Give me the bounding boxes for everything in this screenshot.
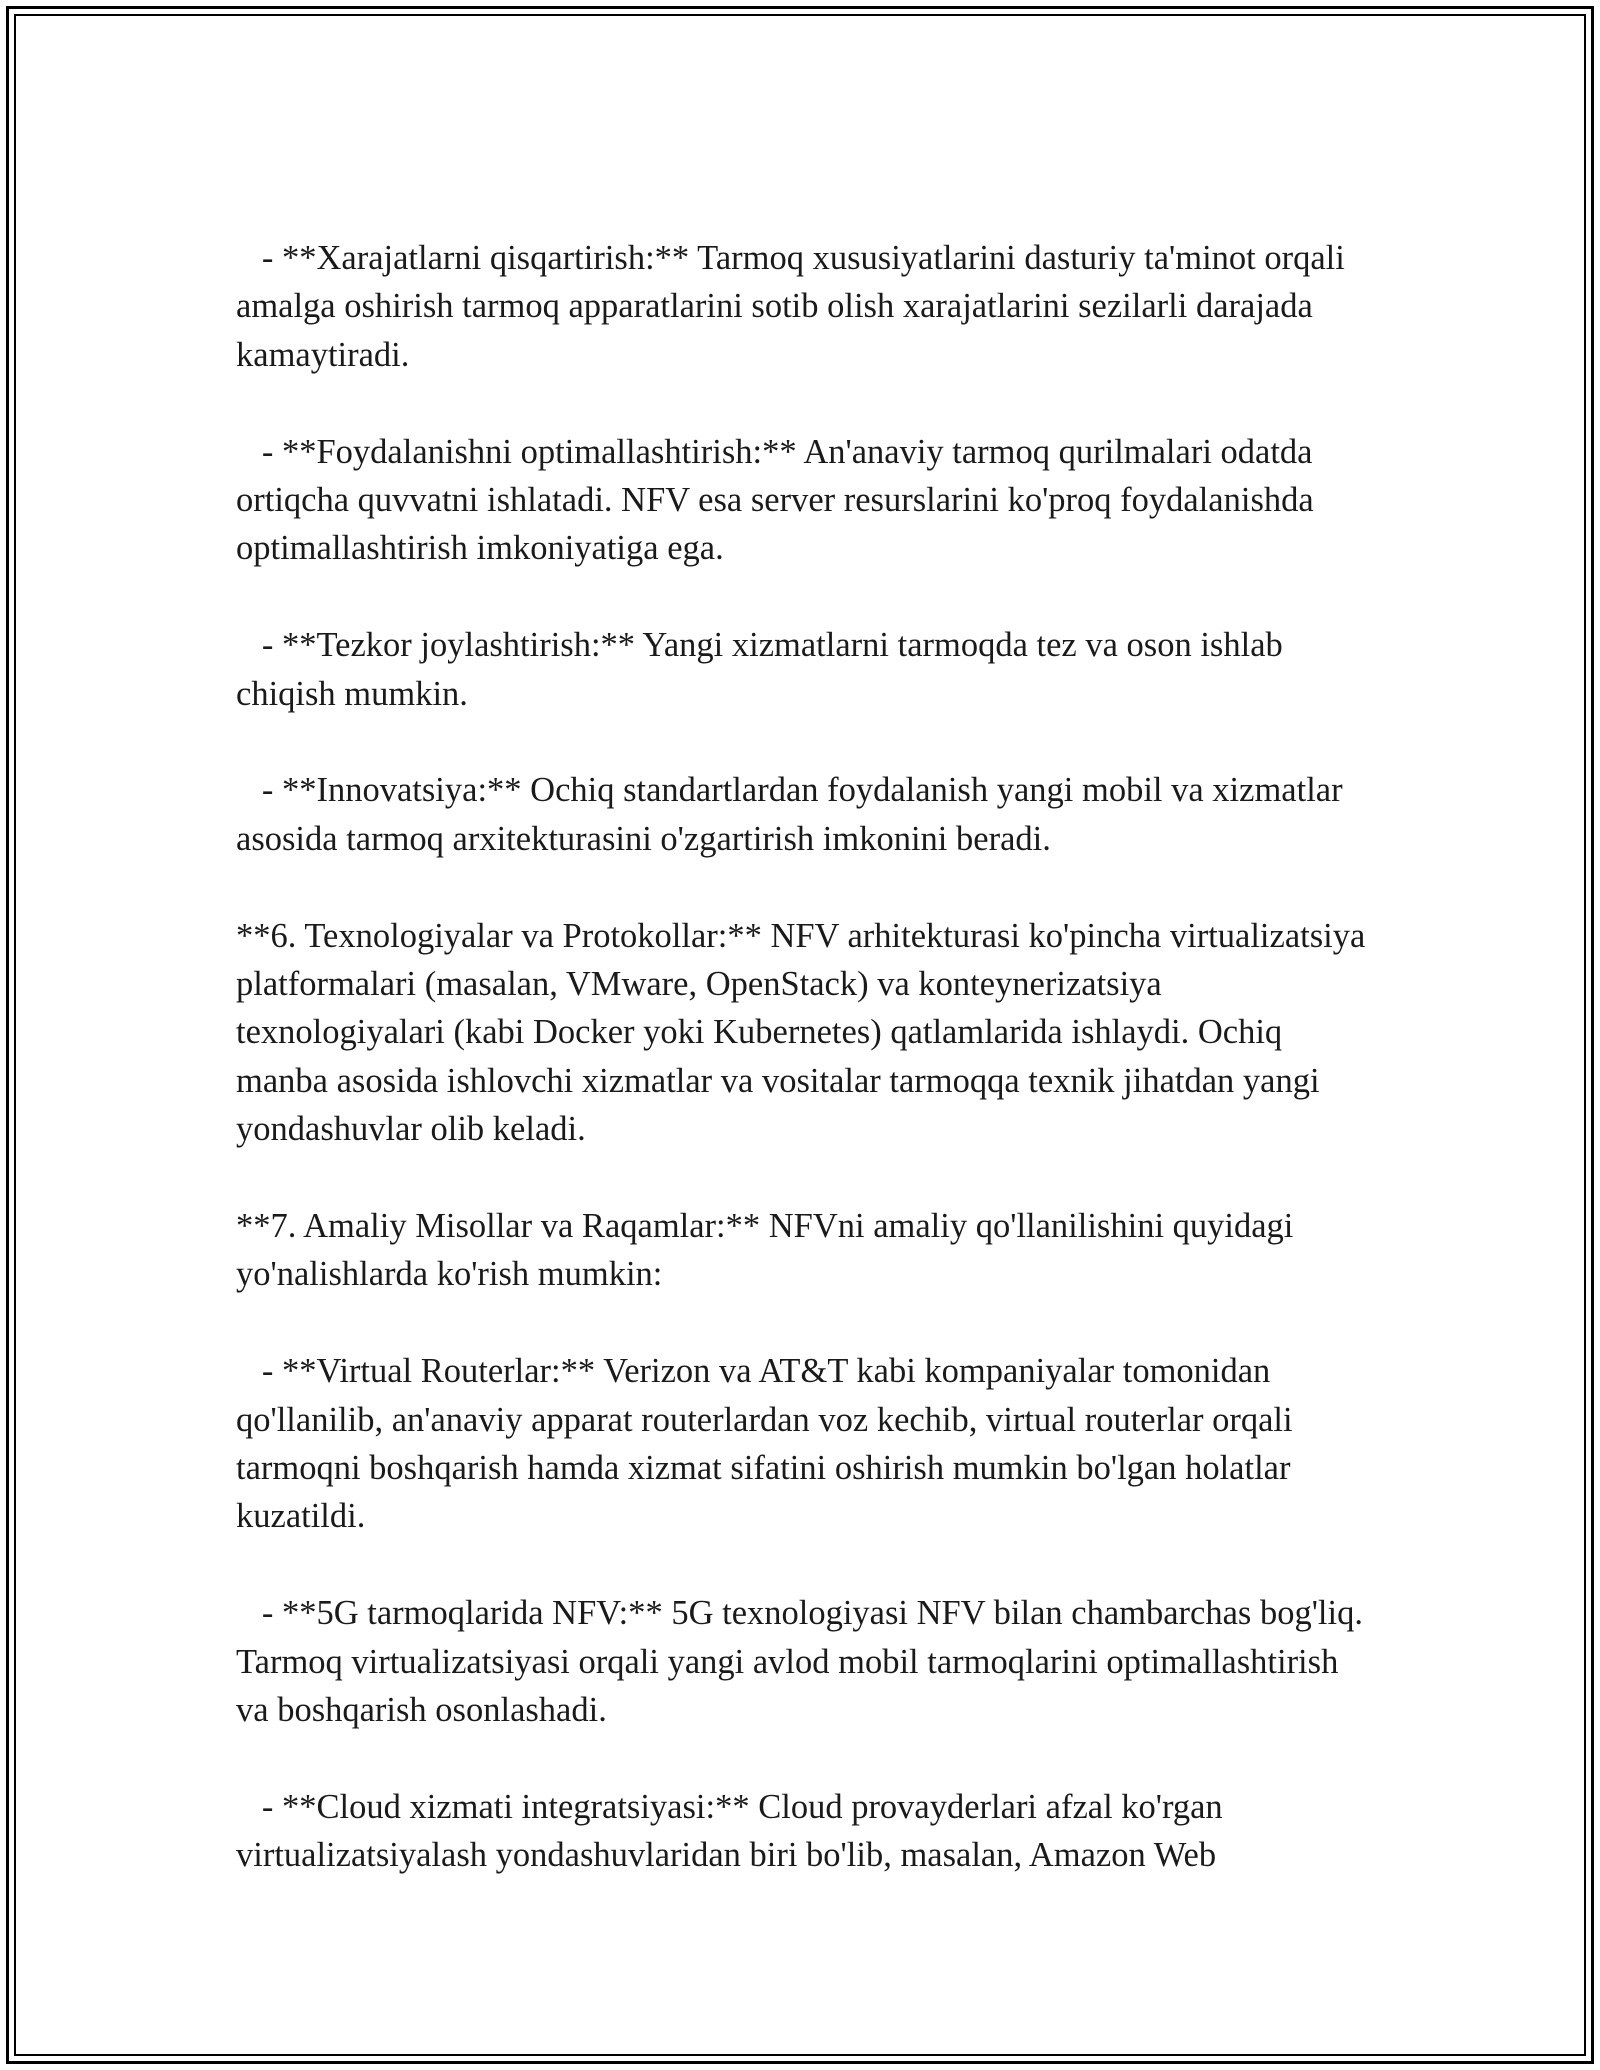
document-body xyxy=(236,234,1376,1880)
paragraph-5g-nfv: - **5G tarmoqlarida NFV:** 5G texnologiyasi NFV bilan chambarchas bog'liq. Tarmoq virtualizatsiyasi orqali yangi avlod mobil tarmoqlarini optimallashtirish va boshqarish osonlashadi. xyxy=(236,1594,1371,1730)
paragraph-practical-examples: **7. Amaliy Misollar va Raqamlar:** NFVni amaliy qo'llanilishini quyidagi yo'nalishlarda ko'rish mumkin: xyxy=(236,1207,1303,1294)
paragraph-technologies-protocols: **6. Texnologiyalar va Protokollar:** NFV arhitekturasi ko'pincha virtualizatsiya platformalari (masalan, VMware, OpenStack) va konteynerizatsiya texnologiyalari (kabi Docker yoki Kubernetes) qatlamlarida ishlaydi. Ochiq manba asosida ishlovchi xizmatlar va vositalar tarmoqqa texnik jihatdan yangi yondashuvlar olib keladi. xyxy=(236,916,1374,1149)
paragraph-innovation: - **Innovatsiya:** Ochiq standartlardan foydalanish yangi mobil va xizmatlar asosida tarmoq arxitekturasini o'zgartirish imkonini beradi. xyxy=(236,771,1352,858)
paragraph-usage-optimization: - **Foydalanishni optimallashtirish:** An'anaviy tarmoq qurilmalari odatda ortiqcha quvvatni ishlatadi. NFV esa server resurslarini ko'proq foydalanishda optimallashtirish imkoniyatiga ega. xyxy=(236,432,1323,568)
paragraph-cloud-integration: - **Cloud xizmati integratsiyasi:** Cloud provayderlari afzal ko'rgan virtualizatsiyalash yondashuvlaridan biri bo'lib, masalan, Amazon Web xyxy=(236,1787,1232,1875)
paragraph-virtual-routers: - **Virtual Routerlar:** Verizon va AT&T kabi kompaniyalar tomonidan qo'llanilib, an'anaviy apparat routerlardan voz kechib, virtual routerlar orqali tarmoqni boshqarish hamda xizmat sifatini oshirish mumkin bo'lgan holatlar kuzatildi. xyxy=(236,1352,1302,1536)
paragraph-fast-deployment: - **Tezkor joylashtirish:** Yangi xizmatlarni tarmoqda tez va oson ishlab chiqish mumkin. xyxy=(236,626,1292,713)
paragraph-cost-reduction: - **Xarajatlarni qisqartirish:** Tarmoq xususiyatlarini dasturiy ta'minot orqali amalga oshirish tarmoq apparatlarini sotib olish xarajatlarini sezilarli darajada kamaytiradi. xyxy=(236,239,1354,374)
